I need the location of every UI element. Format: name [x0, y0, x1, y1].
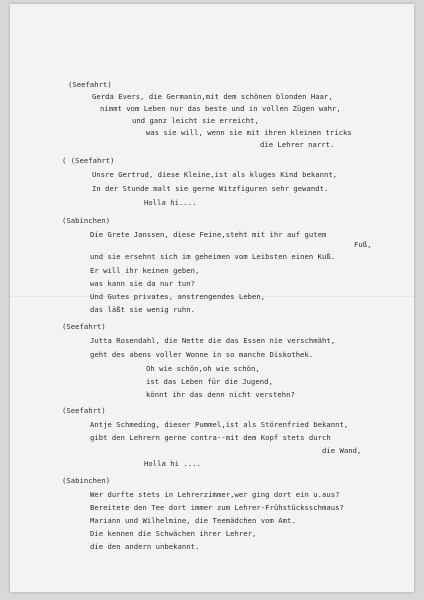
speaker-label: (Sabinchen) [62, 216, 111, 225]
speaker-label: ( (Seefahrt) [62, 156, 115, 165]
verse-line: Gerda Evers, die Germanin,mit dem schönen blonden Haar, [92, 92, 333, 101]
verse-line: was kann sie da nur tun? [90, 279, 196, 288]
verse-line: Fuß, [354, 240, 372, 249]
speaker-label: (Sabinchen) [62, 476, 111, 485]
verse-line: was sie will, wenn sie mit ihren kleinen tricks [146, 128, 352, 137]
verse-line: die Lehrer narrt. [260, 140, 335, 149]
verse-line: könnt ihr das denn nicht verstehn? [146, 390, 295, 399]
verse-line: Die kennen die Schwächen ihrer Lehrer, [90, 529, 257, 538]
verse-line: nimmt vom Leben nur das beste und in vollen Zügen wahr, [100, 104, 341, 113]
verse-line: die Wand, [322, 446, 362, 455]
verse-line: Unsre Gertrud, diese Kleine,ist als kluges Kind bekannt, [92, 170, 338, 179]
verse-line: Holla hi .... [144, 459, 201, 468]
verse-line: geht des abens voller Wonne in so manche Diskothek. [90, 350, 314, 359]
verse-line: das läßt sie wenig ruhn. [90, 305, 196, 314]
verse-line: ist das Leben für die Jugend, [146, 377, 273, 386]
verse-line: gibt den Lehrern gerne contra--mit dem Kopf stets durch [90, 433, 331, 442]
verse-line: und sie ersehnt sich im geheimen vom Leibsten einen Kuß. [90, 252, 336, 261]
verse-line: die den andern unbekannt. [90, 542, 200, 551]
verse-line: Jutta Rosendahl, die Nette die das Essen nie verschmäht, [90, 336, 336, 345]
verse-line: Die Grete Janssen, diese Feine,steht mit ihr auf gutem [90, 230, 327, 239]
verse-line: Bereitete den Tee dort immer zum Lehrer-Frühstücksschmaus? [90, 503, 344, 512]
speaker-label: (Seefahrt) [68, 80, 112, 89]
verse-line: Oh wie schön,oh wie schön, [146, 364, 260, 373]
speaker-label: (Seefahrt) [62, 406, 106, 415]
verse-line: und ganz leicht sie erreicht, [132, 116, 259, 125]
verse-line: Wer durfte stets in Lehrerzimmer,wer ging dort ein u.aus? [90, 490, 340, 499]
verse-line: Und Gutes privates, anstrengendes Leben, [90, 292, 266, 301]
verse-line: In der Stunde malt sie gerne Witzfiguren sehr gewandt. [92, 184, 329, 193]
verse-line: Holla hi.... [144, 198, 197, 207]
verse-line: Mariann und Wilhelmine, die Teemädchen vom Amt. [90, 516, 296, 525]
verse-line: Er will ihr keinen geben, [90, 266, 200, 275]
verse-line: Antje Schmeding, dieser Pummel,ist als Störenfried bekannt, [90, 420, 349, 429]
typed-page [10, 4, 414, 592]
speaker-label: (Seefahrt) [62, 322, 106, 331]
